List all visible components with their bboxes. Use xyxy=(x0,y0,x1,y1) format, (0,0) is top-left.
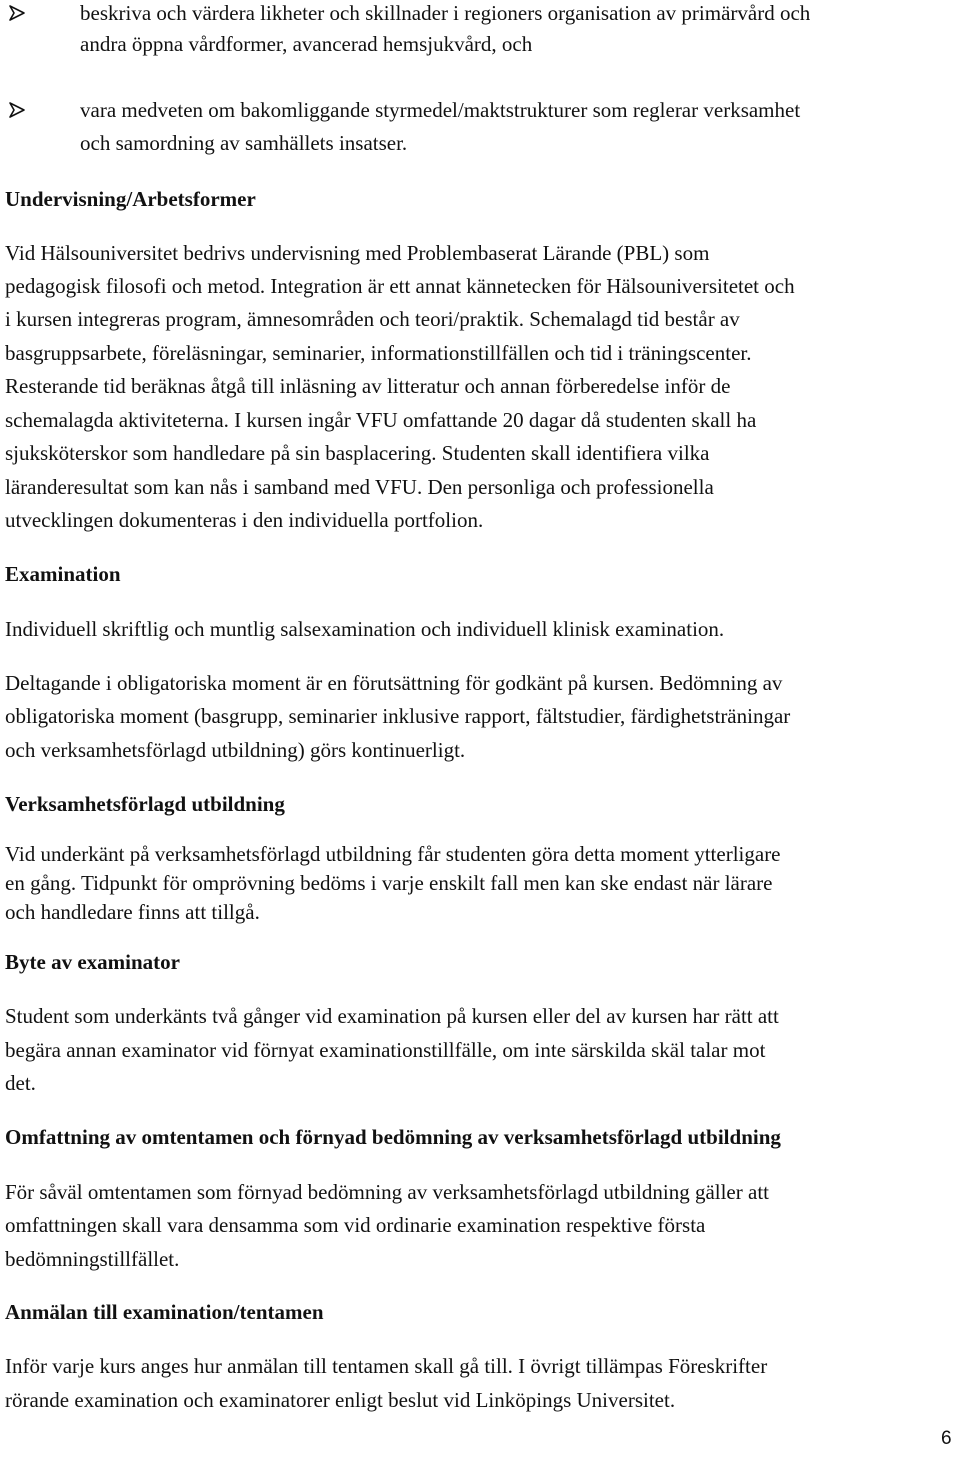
arrowhead-bullet-icon xyxy=(8,101,26,119)
paragraph-line: och handledare finns att tillgå. xyxy=(5,900,260,924)
paragraph-line: omfattningen skall vara densamma som vid ordinarie examination respektive första xyxy=(5,1213,706,1237)
paragraph-line: läranderesultat som kan nås i samband med VFU. Den personliga och professionella xyxy=(5,475,714,499)
bullet-line: vara medveten om bakomliggande styrmedel/maktstrukturer som reglerar verksamhet xyxy=(80,98,801,122)
bullet-line: beskriva och värdera likheter och skillnader i regioners organisation av primärvård och xyxy=(80,1,811,25)
bullet-line: och samordning av samhällets insatser. xyxy=(80,131,408,155)
paragraph-line: utvecklingen dokumenteras i den individuella portfolion. xyxy=(5,508,484,532)
paragraph-line: pedagogisk filosofi och metod. Integration är ett annat kännetecken för Hälsouniversitetet och xyxy=(5,274,795,298)
paragraph-line: Resterande tid beräknas åtgå till inläsning av litteratur och annan förberedelse inför de xyxy=(5,374,731,398)
paragraph-line: Vid underkänt på verksamhetsförlagd utbildning får studenten göra detta moment ytterligare xyxy=(5,842,781,866)
paragraph-line: sjuksköterskor som handledare på sin basplacering. Studenten skall identifiera vilka xyxy=(5,441,710,465)
paragraph-line: schemalagda aktiviteterna. I kursen ingår VFU omfattande 20 dagar då studenten skall ha xyxy=(5,408,757,432)
paragraph-line: Vid Hälsouniversitet bedrivs undervisning med Problembaserat Lärande (PBL) som xyxy=(5,241,710,265)
paragraph-line: en gång. Tidpunkt för omprövning bedöms i varje enskilt fall men kan ske endast när lärare xyxy=(5,871,773,895)
paragraph-line: Individuell skriftlig och muntlig salsexamination och individuell klinisk examination. xyxy=(5,617,725,641)
paragraph-line: Inför varje kurs anges hur anmälan till tentamen skall gå till. I övrigt tillämpas Föreskrifter xyxy=(5,1354,768,1378)
paragraph-line: i kursen integreras program, ämnesområden och teori/praktik. Schemalagd tid består av xyxy=(5,307,740,331)
paragraph-line: bedömningstillfället. xyxy=(5,1247,180,1271)
paragraph-line: begära annan examinator vid förnyat examinationstillfälle, om inte särskilda skäl talar mot xyxy=(5,1038,766,1062)
paragraph-line: det. xyxy=(5,1071,36,1095)
paragraph-line: och verksamhetsförlagd utbildning) görs kontinuerligt. xyxy=(5,738,466,762)
paragraph-line: Deltagande i obligatoriska moment är en förutsättning för godkänt på kursen. Bedömning av xyxy=(5,671,783,695)
arrowhead-bullet-icon xyxy=(8,4,26,22)
paragraph-line: basgruppsarbete, föreläsningar, seminarier, informationstillfällen och tid i träningscenter. xyxy=(5,341,752,365)
section-heading: Examination xyxy=(5,562,121,586)
paragraph-line: rörande examination och examinatorer enligt beslut vid Linköpings Universitet. xyxy=(5,1388,676,1412)
section-heading: Undervisning/Arbetsformer xyxy=(5,187,256,211)
section-heading: Omfattning av omtentamen och förnyad bedömning av verksamhetsförlagd utbildning xyxy=(5,1125,781,1149)
section-heading: Verksamhetsförlagd utbildning xyxy=(5,792,285,816)
section-heading: Anmälan till examination/tentamen xyxy=(5,1300,324,1324)
section-heading: Byte av examinator xyxy=(5,950,180,974)
page-number: 6 xyxy=(941,1428,952,1449)
paragraph-line: För såväl omtentamen som förnyad bedömning av verksamhetsförlagd utbildning gäller att xyxy=(5,1180,769,1204)
paragraph-line: Student som underkänts två gånger vid examination på kursen eller del av kursen har rätt att xyxy=(5,1004,779,1028)
bullet-line: andra öppna vårdformer, avancerad hemsjukvård, och xyxy=(80,32,533,56)
paragraph-line: obligatoriska moment (basgrupp, seminarier inklusive rapport, fältstudier, färdighetsträningar xyxy=(5,704,791,728)
